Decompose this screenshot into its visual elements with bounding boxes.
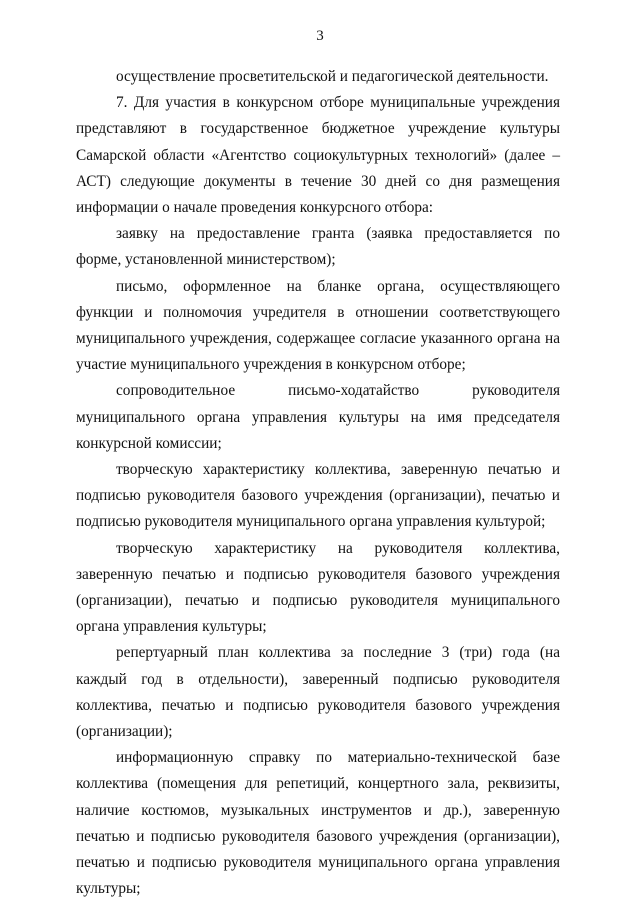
paragraph-material-base: информационную справку по материально-технической базе коллектива (помещения для репетиций, концертного зала, реквизиты, наличие костюмов, музыкальных инструментов и др.), заверенную печатью и подписью руководителя базового учреждения (организации), печатью и подписью руководителя муниципального органа управления культуры; xyxy=(76,749,560,898)
paragraph-grant-application: заявку на предоставление гранта (заявка предоставляется по форме, установленной министерством); xyxy=(76,225,560,269)
paragraph-repertoire-plan: репертуарный план коллектива за последние 3 (три) года (на каждый год в отдельности), заверенный подписью руководителя коллектива, печатью и подписью руководителя базового учреждения (организации); xyxy=(76,644,560,741)
page-number: 3 xyxy=(316,28,324,44)
paragraph-cover-letter: сопроводительное письмо-ходатайство руководителя муниципального органа управления культуры на имя председателя конкурсной комиссии; xyxy=(76,382,560,452)
paragraph-item-7: 7. Для участия в конкурсном отборе муниципальные учреждения представляют в государственное бюджетное учреждение культуры Самарской области «Агентство социокультурных технологий» (далее – АСТ) следующие документы в течение 30 дней со дня размещения информации о начале проведения конкурсного отбора: xyxy=(76,94,560,217)
paragraph-continuation: осуществление просветительской и педагогической деятельности. xyxy=(116,68,549,85)
paragraph-leader-characteristic: творческую характеристику на руководителя коллектива, заверенную печатью и подписью руководителя базового учреждения (организации), печатью и подписью руководителя муниципального органа управления культуры; xyxy=(76,539,560,636)
paragraph-collective-characteristic: творческую характеристику коллектива, заверенную печатью и подписью руководителя базового учреждения (организации), печатью и подписью руководителя муниципального органа управления культурой; xyxy=(76,461,560,531)
document-body xyxy=(76,64,560,903)
paragraph-founder-letter: письмо, оформленное на бланке органа, осуществляющего функции и полномочия учредителя в отношении соответствующего муниципального учреждения, содержащее согласие указанного органа на участие муниципального учреждения в конкурсном отборе; xyxy=(76,277,560,374)
